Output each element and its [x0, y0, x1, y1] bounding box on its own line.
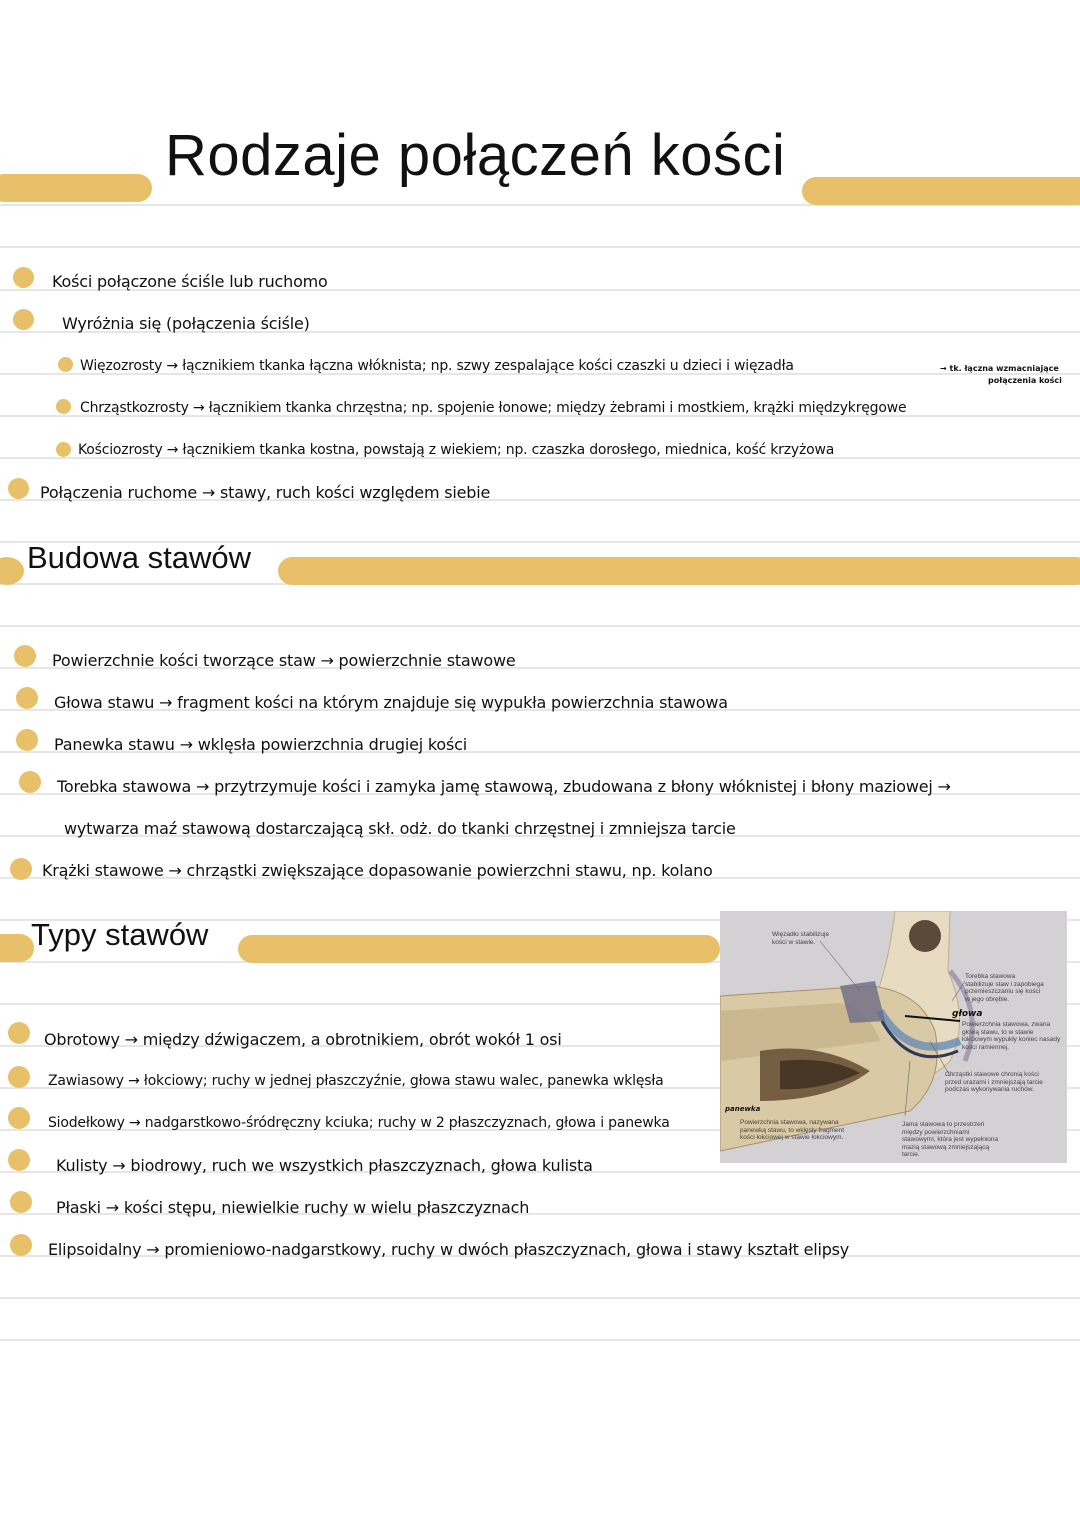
list-item: Połączenia ruchome → stawy, ruch kości względem siebie	[40, 483, 491, 502]
bullet	[19, 771, 41, 793]
bullet	[8, 1107, 30, 1129]
bullet	[58, 357, 73, 372]
side-note: → tk. łączna wzmacniające	[940, 364, 1059, 373]
bullet	[8, 478, 29, 499]
side-note: połączenia kości	[988, 376, 1062, 385]
bullet	[16, 687, 38, 709]
list-item: Płaski → kości stępu, niewielkie ruchy w wielu płaszczyznach	[56, 1198, 530, 1217]
handwritten-label: panewka	[725, 1105, 761, 1113]
figure-label-ligament: Więzadło stabilizuje kości w stawie.	[772, 931, 830, 946]
section-heading: Typy stawów	[31, 917, 209, 952]
bullet	[10, 1191, 32, 1213]
heading-dot	[0, 557, 24, 585]
bullet	[10, 1234, 32, 1256]
list-item: Chrząstkozrosty → łącznikiem tkanka chrzęstna; np. spojenie łonowe; między żebrami i mostkiem, krążki międzykręgowe	[80, 400, 907, 416]
title-highlight-right	[802, 177, 1080, 205]
list-item: Wyróżnia się (połączenia ściśle)	[62, 314, 310, 333]
list-item-continuation: wytwarza maź stawową dostarczającą skł. odż. do tkanki chrzęstnej i zmniejsza tarcie	[64, 819, 736, 838]
bullet	[10, 858, 32, 880]
list-item: Głowa stawu → fragment kości na którym znajduje się wypukła powierzchnia stawowa	[54, 693, 728, 712]
list-item: Kości połączone ściśle lub ruchomo	[52, 272, 328, 291]
bullet	[16, 729, 38, 751]
figure-label-socket: Powierzchnia stawowa, nazywana panewką stawu, to wklęsły fragment kości łokciowej w stawie łokciowym.	[740, 1119, 845, 1141]
heading-dot	[0, 934, 34, 962]
bullet	[13, 309, 34, 330]
list-item: Powierzchnie kości tworzące staw → powierzchnie stawowe	[52, 651, 516, 670]
bullet	[14, 645, 36, 667]
list-item: Torebka stawowa → przytrzymuje kości i zamyka jamę stawową, zbudowana z błony włóknistej i błony maziowej →	[57, 777, 951, 796]
list-item: Panewka stawu → wklęsła powierzchnia drugiej kości	[54, 735, 467, 754]
bullet	[8, 1022, 30, 1044]
list-item: Więzozrosty → łącznikiem tkanka łączna włóknista; np. szwy zespalające kości czaszki u dzieci i więzadła	[80, 358, 794, 374]
list-item: Siodełkowy → nadgarstkowo-śródręczny kciuka; ruchy w 2 płaszczyznach, głowa i panewka	[48, 1115, 670, 1131]
figure-label-capsule: Torebka stawowa stabilizuje staw i zapobiega przemieszczaniu się kości w jego obrębie.	[965, 973, 1044, 1003]
list-item: Kulisty → biodrowy, ruch we wszystkich płaszczyznach, głowa kulista	[56, 1156, 593, 1175]
title-highlight-left	[0, 174, 152, 202]
list-item: Kościozrosty → łącznikiem tkanka kostna, powstają z wiekiem; np. czaszka dorosłego, miednica, kość krzyżowa	[78, 442, 835, 458]
list-item: Elipsoidalny → promieniowo-nadgarstkowy, ruchy w dwóch płaszczyznach, głowa i stawy kształt elipsy	[48, 1240, 850, 1259]
bullet	[8, 1066, 30, 1088]
elbow-joint-figure	[720, 911, 1067, 1163]
list-item: Krążki stawowe → chrząstki zwiększające dopasowanie powierzchni stawu, np. kolano	[42, 861, 713, 880]
bullet	[13, 267, 34, 288]
list-item: Obrotowy → między dźwigaczem, a obrotnikiem, obrót wokół 1 osi	[44, 1030, 562, 1049]
heading-highlight	[238, 935, 720, 963]
list-item: Zawiasowy → łokciowy; ruchy w jednej płaszczyźnie, głowa stawu walec, panewka wklęsła	[48, 1073, 664, 1089]
figure-label-cartilage: Chrząstki stawowe chronią kości przed urazami i zmniejszają tarcie podczas wykonywania ruchów.	[945, 1071, 1043, 1093]
bullet	[8, 1149, 30, 1171]
handwritten-label: głowa	[952, 1009, 983, 1019]
bullet	[56, 399, 71, 414]
figure-label-cavity: Jama stawowa to przestrzeń między powierzchniami stawowymi, która jest wypełniona mazią stawową zmniejszającą tarcie.	[902, 1121, 999, 1158]
section-heading: Budowa stawów	[27, 540, 252, 575]
figure-label-joint-head: Powierzchnia stawowa, zwana głową stawu, to w stawie łokciowym wypukły koniec nasady kości ramiennej.	[962, 1021, 1061, 1051]
heading-highlight	[278, 557, 1080, 585]
bullet	[56, 442, 71, 457]
page-title: Rodzaje połączeń kości	[165, 123, 786, 188]
